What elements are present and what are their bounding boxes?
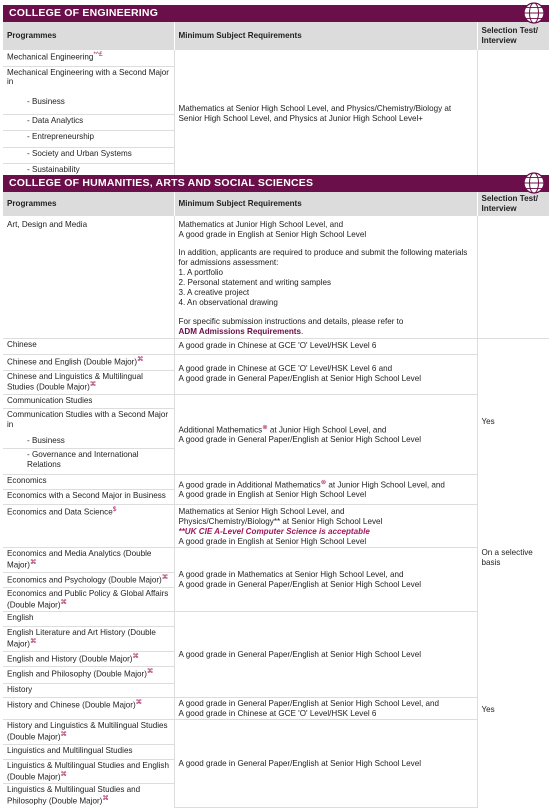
- programme-communication: Communication Studies: [3, 395, 174, 409]
- engineering-selection: [477, 50, 549, 179]
- programme-linguistics: Linguistics and Multilingual Studies: [3, 744, 174, 759]
- econ-dm-requirements: A good grade in Mathematics at Senior High School Level, and A good grade in General Paper/English at Senior High School Level: [174, 548, 477, 612]
- programme-history-chinese: History and Chinese (Double Major)⌘: [3, 697, 174, 720]
- sub-society-urban: - Society and Urban Systems: [3, 147, 174, 163]
- programme-chinese-linguistics: Chinese and Linguistics & Multilingual Studies (Double Major)⌘: [3, 370, 174, 394]
- programme-econ-public-policy: Economics and Public Policy & Global Affairs (Double Major)⌘: [3, 587, 174, 611]
- programme-chinese: Chinese: [3, 338, 174, 354]
- programme-economics-data-science: Economics and Data Science$: [3, 505, 174, 548]
- programme-english: English: [3, 612, 174, 627]
- sub-sustainability: - Sustainability: [3, 163, 174, 179]
- programme-linguistics-philosophy: Linguistics & Multilingual Studies and Philosophy (Double Major)⌘: [3, 784, 174, 808]
- col-selection: Selection Test/ Interview: [477, 22, 549, 50]
- college-engineering-header: [3, 5, 549, 22]
- globe-icon[interactable]: [521, 1, 547, 25]
- linguistics-requirements: A good grade in General Paper/English at Senior High School Level: [174, 720, 477, 808]
- programme-linguistics-english: Linguistics & Multilingual Studies and English (Double Major)⌘: [3, 759, 174, 783]
- col-selection: Selection Test/ Interview: [477, 192, 549, 216]
- programme-art-design-media: Art, Design and Media: [3, 216, 174, 338]
- programme-history: History: [3, 683, 174, 697]
- programme-history-linguistics: History and Linguistics & Multilingual Studies (Double Major)⌘: [3, 720, 174, 744]
- econ-ds-note: **UK CIE A-Level Computer Science is acceptable: [178, 526, 370, 536]
- col-programmes: Programmes: [3, 22, 174, 50]
- college-humanities-title: COLLEGE OF HUMANITIES, ARTS AND SOCIAL SCIENCES: [9, 177, 314, 189]
- programme-economics: Economics: [3, 475, 174, 490]
- col-requirements: Minimum Subject Requirements: [174, 192, 477, 216]
- communication-requirements: Additional Mathematics⊗ at Junior High School Level, and A good grade in General Paper/English at Senior High School Level: [174, 395, 477, 475]
- col-programmes: Programmes: [3, 192, 174, 216]
- adm-selection: [477, 216, 549, 338]
- sub-business: - Business: [3, 96, 174, 114]
- footnote-marks: *^£: [93, 51, 103, 58]
- programme-english-lit-art-history: English Literature and Art History (Double Major)⌘: [3, 627, 174, 651]
- selection-selective: On a selective basis: [481, 548, 533, 568]
- adm-admissions-link[interactable]: ADM Admissions Requirements: [178, 326, 301, 336]
- college-engineering-section: [3, 5, 549, 180]
- programme-english-history: English and History (Double Major)⌘: [3, 651, 174, 666]
- programme-mech-second-major: Mechanical Engineering with a Second Major in: [3, 66, 174, 96]
- hist-chinese-requirements: A good grade in General Paper/English at Senior High School Level, and A good grade in Chinese at GCE 'O' Level/HSK Level 6: [174, 697, 477, 720]
- programme-economics-second-major: Economics with a Second Major in Business: [3, 490, 174, 505]
- selection-yes-1: Yes: [481, 416, 495, 426]
- programme-comm-second-major: Communication Studies with a Second Major in: [3, 409, 174, 435]
- college-humanities-header: [3, 175, 549, 192]
- globe-icon[interactable]: [521, 171, 547, 195]
- programme-econ-media-analytics: Economics and Media Analytics (Double Major)⌘: [3, 548, 174, 572]
- engineering-table: [3, 22, 549, 180]
- col-requirements: Minimum Subject Requirements: [174, 22, 477, 50]
- economics-requirements: A good grade in Additional Mathematics⊗ at Junior High School Level, and A good grade in English at Senior High School Level: [174, 475, 477, 505]
- sub-entrepreneurship: - Entrepreneurship: [3, 130, 174, 147]
- programme-chinese-english: Chinese and English (Double Major)⌘: [3, 354, 174, 370]
- humanities-table: [3, 192, 549, 808]
- econ-ds-requirements: Mathematics at Senior High School Level, and Physics/Chemistry/Biology** at Senior High School Level **UK CIE A-Level Computer Science is acceptable A good grade in English at Senior High School Level: [174, 505, 477, 548]
- chinese-requirements: A good grade in Chinese at GCE 'O' Level/HSK Level 6: [174, 338, 477, 354]
- programme-mechanical-engineering: Mechanical Engineering*^£: [3, 50, 174, 66]
- english-requirements: A good grade in General Paper/English at Senior High School Level: [174, 612, 477, 697]
- chinese-dm-requirements: A good grade in Chinese at GCE 'O' Level/HSK Level 6 and A good grade in General Paper/English at Senior High School Level: [174, 354, 477, 394]
- adm-requirements: Mathematics at Junior High School Level, and A good grade in English at Senior High School Level In addition, applicants are required to produce and submit the following materials for admissions assessment: 1. A portfolio 2. Personal statement and writing samples 3. A creative project 4. An observational drawing For specific submission instructions and details, please refer to ADM Admissions Requirements.: [174, 216, 477, 338]
- programme-econ-psychology: Economics and Psychology (Double Major)⌘: [3, 572, 174, 587]
- programme-english-philosophy: English and Philosophy (Double Major)⌘: [3, 666, 174, 683]
- sub-data-analytics: - Data Analytics: [3, 114, 174, 130]
- college-engineering-title: COLLEGE OF ENGINEERING: [9, 7, 159, 19]
- selection-yes-2: Yes: [481, 704, 495, 714]
- college-humanities-section: [3, 175, 549, 808]
- engineering-requirements: Mathematics at Senior High School Level, and Physics/Chemistry/Biology at Senior High School Level, and Physics at Junior High School Level+: [174, 50, 477, 179]
- comm-sub-governance: - Governance and International Relations: [3, 449, 174, 475]
- comm-sub-business: - Business: [3, 435, 174, 449]
